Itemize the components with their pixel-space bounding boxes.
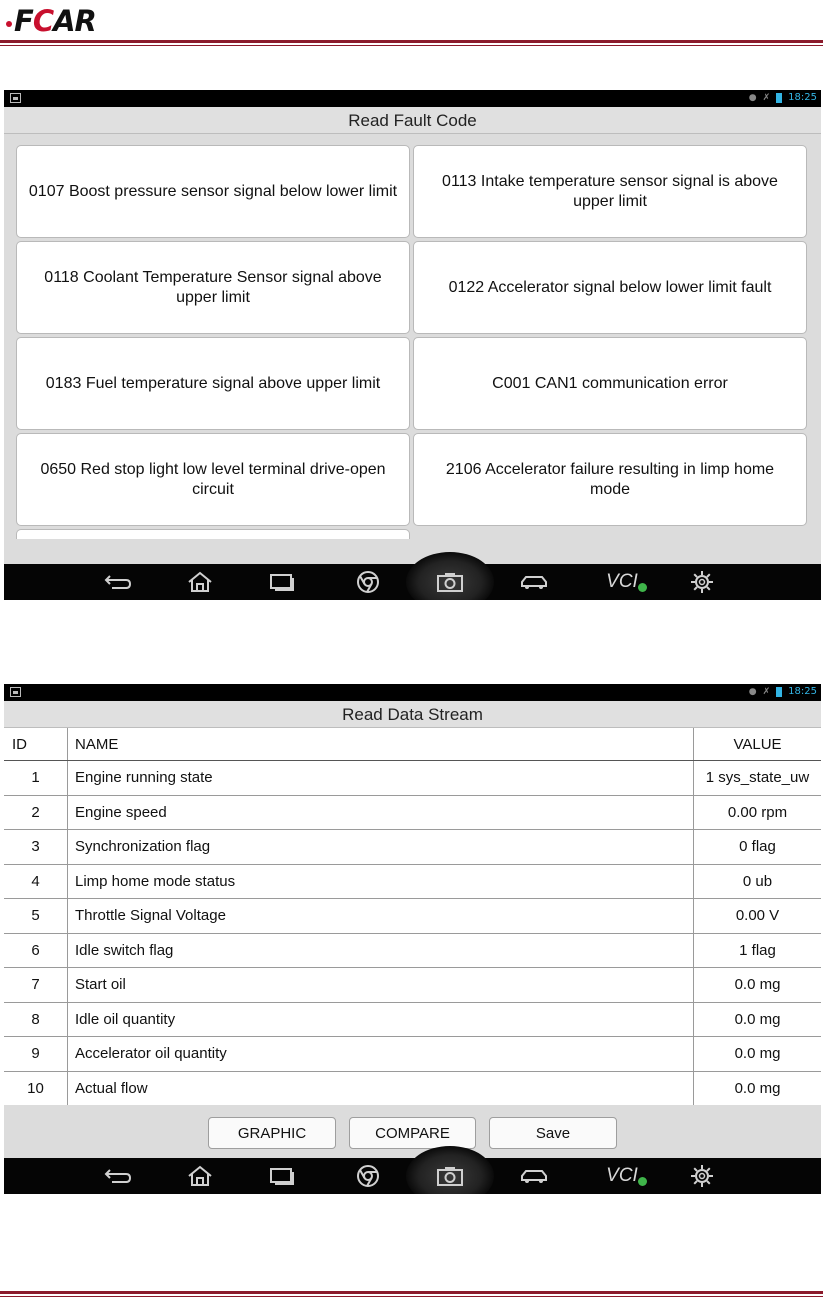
row-name: Accelerator oil quantity <box>68 1037 694 1071</box>
row-value: 0 flag <box>739 838 776 856</box>
vci-bluetooth-icon[interactable]: VCI <box>600 1162 644 1190</box>
row-id: 2 <box>4 796 68 830</box>
footer-rule <box>0 1291 823 1294</box>
recent-apps-icon[interactable] <box>264 568 300 596</box>
table-row[interactable] <box>4 796 821 831</box>
status-time: 18:25 <box>788 686 817 697</box>
row-value: 0.0 mg <box>734 1010 781 1028</box>
row-name: Engine speed <box>68 796 694 830</box>
battery-icon <box>776 93 782 103</box>
header-rule <box>0 40 823 43</box>
battery-icon <box>776 687 782 697</box>
fault-code-item[interactable]: 0113 Intake temperature sensor signal is above upper limit <box>413 145 807 238</box>
logo-dot <box>6 21 12 27</box>
fault-code-item[interactable]: 2106 Accelerator failure resulting in limp home mode <box>413 433 807 526</box>
column-header-value: VALUE <box>733 735 782 753</box>
screenshot-camera-icon[interactable] <box>432 568 468 596</box>
browser-icon[interactable] <box>350 1162 386 1190</box>
table-row[interactable] <box>4 1003 821 1038</box>
page-title: Read Fault Code <box>4 107 821 134</box>
bluetooth-icon: ● <box>748 92 757 103</box>
fault-code-item[interactable]: 0107 Boost pressure sensor signal below lower limit <box>16 145 410 238</box>
fault-code-item[interactable]: 0183 Fuel temperature signal above upper limit <box>16 337 410 430</box>
save-button[interactable]: Save <box>489 1117 617 1149</box>
row-id: 3 <box>4 830 68 864</box>
row-value: 1 sys_state_uw <box>705 769 810 787</box>
home-icon[interactable] <box>182 1162 218 1190</box>
row-id: 6 <box>4 934 68 968</box>
column-header-name: NAME <box>68 728 694 760</box>
table-row[interactable] <box>4 899 821 934</box>
table-row[interactable] <box>4 1072 821 1107</box>
row-name: Limp home mode status <box>68 865 694 899</box>
fault-code-item[interactable]: 0118 Coolant Temperature Sensor signal above upper limit <box>16 241 410 334</box>
row-name: Engine running state <box>68 761 694 795</box>
status-time: 18:25 <box>788 92 817 103</box>
vehicle-icon[interactable] <box>516 568 552 596</box>
settings-gear-icon[interactable] <box>684 568 720 596</box>
brand-logo <box>6 6 96 36</box>
row-value: 1 flag <box>739 941 776 959</box>
table-row[interactable] <box>4 865 821 900</box>
home-icon[interactable] <box>182 568 218 596</box>
mute-icon: ✗ <box>762 686 771 697</box>
logo-wordmark: FCAR <box>14 4 96 38</box>
row-name: Start oil <box>68 968 694 1002</box>
row-name: Idle switch flag <box>68 934 694 968</box>
row-id: 9 <box>4 1037 68 1071</box>
fault-code-screen <box>4 90 821 600</box>
row-value: 0.00 V <box>735 907 780 925</box>
action-button-bar <box>4 1105 821 1158</box>
table-row[interactable] <box>4 830 821 865</box>
graphic-button[interactable]: GRAPHIC <box>208 1117 336 1149</box>
row-name: Actual flow <box>68 1072 694 1106</box>
column-header-id: ID <box>4 728 68 760</box>
row-value: 0.0 mg <box>734 1045 781 1063</box>
vehicle-icon[interactable] <box>516 1162 552 1190</box>
row-value: 0.0 mg <box>734 976 781 994</box>
status-bar <box>4 684 821 701</box>
row-id: 1 <box>4 761 68 795</box>
recent-apps-icon[interactable] <box>264 1162 300 1190</box>
row-id: 7 <box>4 968 68 1002</box>
data-stream-table <box>4 728 821 1110</box>
screenshot-camera-icon[interactable] <box>432 1162 468 1190</box>
back-icon[interactable] <box>100 568 136 596</box>
fault-code-item[interactable]: 0122 Accelerator signal below lower limit fault <box>413 241 807 334</box>
row-id: 5 <box>4 899 68 933</box>
row-name: Throttle Signal Voltage <box>68 899 694 933</box>
gallery-notification-icon <box>10 93 21 103</box>
table-row[interactable] <box>4 968 821 1003</box>
row-id: 4 <box>4 865 68 899</box>
page-title: Read Data Stream <box>4 701 821 728</box>
status-bar <box>4 90 821 107</box>
row-id: 8 <box>4 1003 68 1037</box>
gallery-notification-icon <box>10 687 21 697</box>
footer-rule-thin <box>0 1296 823 1297</box>
settings-gear-icon[interactable] <box>684 1162 720 1190</box>
table-row[interactable] <box>4 934 821 969</box>
row-value: 0 ub <box>742 872 773 890</box>
back-icon[interactable] <box>100 1162 136 1190</box>
android-nav-bar <box>4 564 821 600</box>
compare-button[interactable]: COMPARE <box>349 1117 476 1149</box>
row-value: 0.00 rpm <box>727 803 788 821</box>
mute-icon: ✗ <box>762 92 771 103</box>
fault-code-item[interactable]: C001 CAN1 communication error <box>413 337 807 430</box>
fault-code-item-partial[interactable] <box>16 529 410 539</box>
table-header-row <box>4 728 821 761</box>
vci-bluetooth-icon[interactable]: VCI <box>600 568 644 596</box>
table-row[interactable] <box>4 1037 821 1072</box>
header-rule-thin <box>0 45 823 46</box>
row-value: 0.0 mg <box>734 1079 781 1097</box>
table-row[interactable] <box>4 761 821 796</box>
data-stream-screen <box>4 684 821 1194</box>
browser-icon[interactable] <box>350 568 386 596</box>
bluetooth-icon: ● <box>748 686 757 697</box>
row-id: 10 <box>4 1072 68 1106</box>
fault-code-item[interactable]: 0650 Red stop light low level terminal drive-open circuit <box>16 433 410 526</box>
android-nav-bar <box>4 1158 821 1194</box>
row-name: Synchronization flag <box>68 830 694 864</box>
row-name: Idle oil quantity <box>68 1003 694 1037</box>
